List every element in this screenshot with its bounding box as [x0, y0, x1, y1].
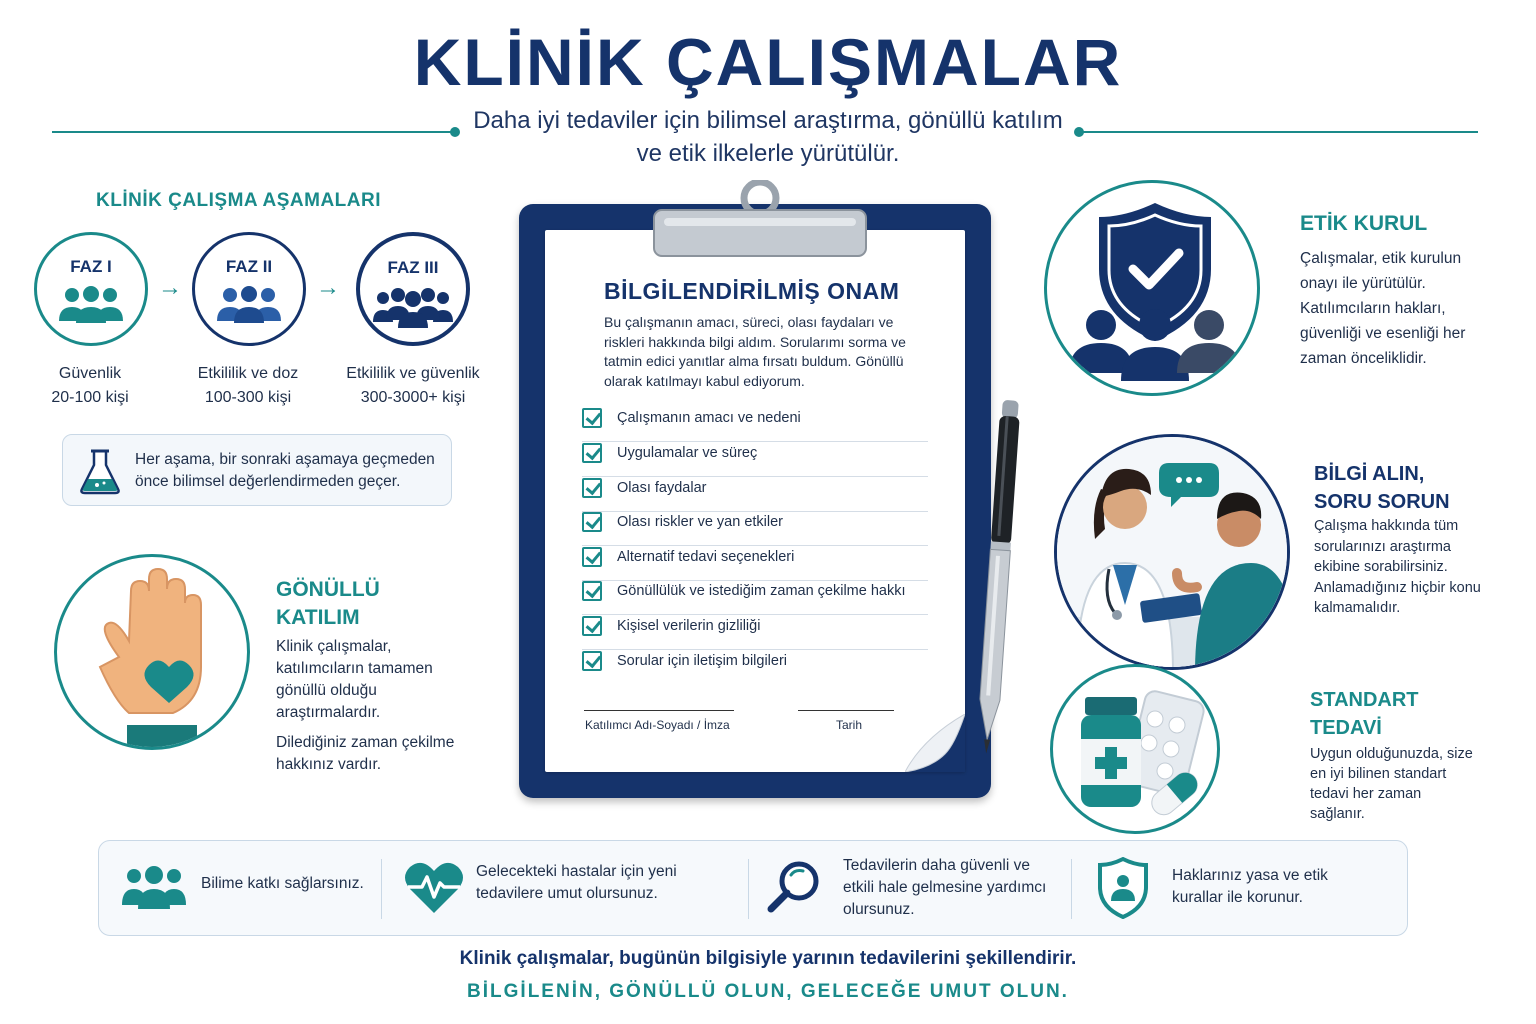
checkbox-checked-icon[interactable] — [582, 651, 602, 671]
people-icon — [121, 865, 187, 909]
signature-line[interactable] — [584, 710, 734, 711]
header-divider-right — [1080, 131, 1478, 133]
footer-tagline: Klinik çalışmalar, bugünün bilgisiyle yarının tedavilerini şekillendirir. — [459, 948, 1077, 969]
voluntary-circle — [54, 554, 250, 750]
footer-slogan: BİLGİLENİN, GÖNÜLLÜ OLUN, GELECEĞE UMUT OLUN. — [467, 981, 1069, 1002]
checklist-label: Olası riskler ve yan etkiler — [617, 514, 783, 530]
people-crowd-icon — [371, 286, 455, 328]
phases-note-text: Her aşama, bir sonraki aşamaya geçmeden önce bilimsel değerlendirmeden geçer. — [135, 451, 435, 490]
phase-1-caption-line2: 20-100 kişi — [51, 389, 129, 406]
standard-treatment-text: Uygun olduğunuzda, size en iyi bilinen standart tedavi her zaman sağlanır. — [1310, 746, 1473, 822]
phases-note-box — [62, 434, 452, 506]
phase-3-caption — [333, 362, 493, 410]
benefit-text: Tedavilerin daha güvenli ve etkili hale gelmesine yardımcı olursunuz. — [843, 857, 1047, 918]
phase-1-caption-line1: Güvenlik — [58, 365, 122, 382]
info-title: BİLGİ ALIN, SORU SORUN — [1314, 463, 1450, 513]
phase-1-caption — [10, 362, 170, 410]
page-curl-icon — [905, 714, 965, 772]
phase-1-circle — [34, 232, 148, 346]
info-text: Çalışma hakkında tüm sorularınızı araştırma ekibine sorabilirsiniz. Anlamadığınız hiçbir konu kalmamalıdır. — [1314, 518, 1481, 616]
header-divider-dot-left — [450, 127, 460, 137]
clipboard-clip-icon — [650, 180, 870, 260]
benefit-item — [1072, 841, 1408, 937]
checklist-label: Gönüllülük ve istediğim zaman çekilme hakkı — [617, 583, 906, 599]
checklist-label: Sorular için iletişim bilgileri — [617, 653, 788, 669]
benefit-item — [99, 841, 381, 937]
phase-arrow-2: → — [316, 274, 340, 301]
checklist-label: Çalışmanın amacı ve nedeni — [617, 410, 801, 426]
date-line[interactable] — [798, 710, 894, 711]
phase-2-caption-line2: 100-300 kişi — [204, 389, 292, 406]
shield-person-icon — [1098, 857, 1148, 919]
ethics-text: Çalışmalar, etik kurulun onayı ile yürütülür. Katılımcıların hakları, güvenliği ve esenliği her zaman önceliklidir. — [1300, 250, 1466, 367]
checklist-item[interactable] — [582, 512, 928, 546]
page-subtitle: Daha iyi tedaviler için bilimsel araştırma, gönüllü katılım ve etik ilkelerle yürütülür. — [473, 107, 1063, 167]
checkbox-checked-icon[interactable] — [582, 547, 602, 567]
medicine-bottle-pills-icon — [1053, 667, 1220, 834]
checklist-label: Uygulamalar ve süreç — [617, 445, 758, 461]
flask-icon — [79, 447, 121, 495]
phase-2-caption-line1: Etkililik ve doz — [197, 365, 299, 382]
standard-treatment-title: STANDART TEDAVİ — [1310, 689, 1419, 739]
checkbox-checked-icon[interactable] — [582, 478, 602, 498]
phase-2-circle — [192, 232, 306, 346]
consent-text: Bu çalışmanın amacı, süreci, olası faydaları ve riskleri hakkında bilgi aldım. Sorularımı sorma ve tatmin edici yanıtlar alma fırsatı buldum. Gönüllü olarak katılmayı kabul ediyorum. — [604, 314, 906, 389]
benefits-bar — [98, 840, 1408, 936]
phase-2-label: FAZ II — [225, 257, 273, 276]
checklist-item[interactable] — [582, 581, 928, 615]
benefit-item — [749, 841, 1071, 937]
benefit-item — [382, 841, 748, 937]
checkbox-checked-icon[interactable] — [582, 443, 602, 463]
voluntary-text-1: Klinik çalışmalar, katılımcıların tamamen gönüllü olduğu araştırmalardır. — [276, 638, 433, 721]
pen-icon — [970, 396, 1028, 772]
benefit-text: Haklarınız yasa ve etik kurallar ile korunur. — [1172, 867, 1328, 906]
checklist-item[interactable] — [582, 408, 928, 442]
phase-3-caption-line1: Etkililik ve güvenlik — [346, 365, 480, 382]
benefit-text: Gelecekteki hastalar için yeni tedavilere umut olursunuz. — [476, 863, 677, 902]
consent-title: BİLGİLENDİRİLMİŞ ONAM — [604, 278, 900, 304]
page-title: KLİNİK ÇALIŞMALAR — [413, 25, 1123, 99]
standard-treatment-circle — [1050, 664, 1220, 834]
checkbox-checked-icon[interactable] — [582, 581, 602, 601]
ethics-circle — [1044, 180, 1260, 396]
checkbox-checked-icon[interactable] — [582, 408, 602, 428]
people-group-icon — [214, 285, 284, 325]
phase-arrow-1: → — [158, 274, 182, 301]
raised-hand-heart-icon — [57, 557, 250, 750]
phases-title: KLİNİK ÇALIŞMA AŞAMALARI — [96, 190, 382, 211]
signature-label: Katılımcı Adı-Soyadı / İmza — [585, 718, 730, 732]
checklist-item[interactable] — [582, 443, 928, 477]
header-divider-left — [52, 131, 456, 133]
phase-2-caption — [168, 362, 328, 410]
shield-check-people-icon — [1047, 183, 1260, 396]
ethics-title: ETİK KURUL — [1300, 212, 1428, 235]
checklist-label: Alternatif tedavi seçenekleri — [617, 549, 795, 565]
date-label: Tarih — [836, 718, 863, 732]
checklist-item[interactable] — [582, 616, 928, 650]
phase-3-caption-line2: 300-3000+ kişi — [360, 389, 466, 406]
voluntary-title: GÖNÜLLÜ KATILIM — [276, 578, 380, 629]
checklist-item[interactable] — [582, 547, 928, 581]
checkbox-checked-icon[interactable] — [582, 616, 602, 636]
checklist-item[interactable] — [582, 478, 928, 512]
checkbox-checked-icon[interactable] — [582, 512, 602, 532]
checklist-item[interactable] — [582, 651, 928, 685]
checklist-label: Olası faydalar — [617, 480, 707, 496]
people-group-icon — [56, 285, 126, 325]
voluntary-text-2: Dilediğiniz zaman çekilme hakkınız vardır. — [276, 734, 455, 773]
heart-pulse-icon — [404, 859, 464, 915]
magnifier-icon — [765, 857, 825, 917]
doctor-patient-icon — [1057, 437, 1290, 670]
phase-1-label: FAZ I — [70, 257, 112, 276]
checklist-label: Kişisel verilerin gizliliği — [617, 618, 761, 634]
info-circle — [1054, 434, 1290, 670]
benefit-text: Bilime katkı sağlarsınız. — [201, 875, 364, 892]
phase-3-circle — [356, 232, 470, 346]
phase-3-label: FAZ III — [387, 258, 439, 277]
